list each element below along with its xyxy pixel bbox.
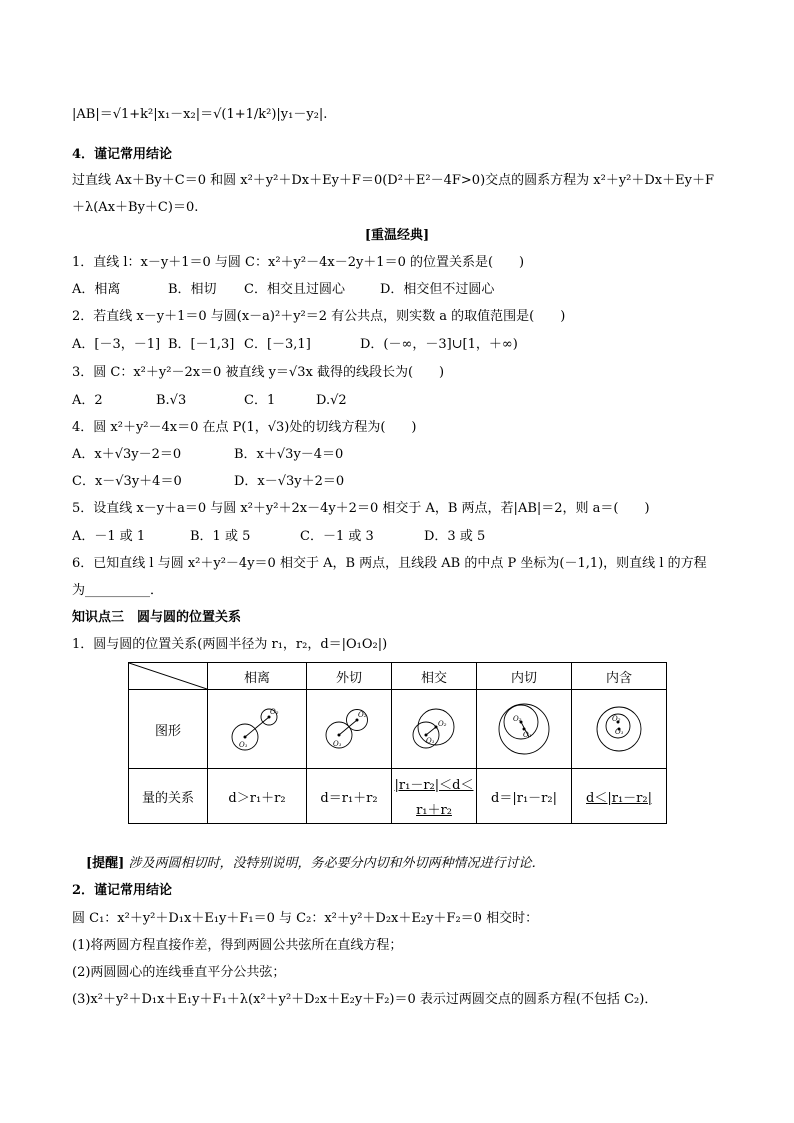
o2-label: O₂	[270, 708, 279, 716]
question-1: 1．直线 l：x－y＋1＝0 与圆 C：x²＋y²－4x－2y＋1＝0 的位置关系是( )	[72, 255, 525, 270]
question-4: 4．圆 x²＋y²－4x＝0 在点 P(1，√3)处的切线方程为( )	[72, 420, 417, 435]
o2-label: O₂	[438, 720, 447, 728]
intersect-condition-line-1: |r₁－r₂|＜d＜	[394, 778, 474, 793]
question-6-line-2: 为__________．	[72, 583, 164, 598]
option: D.√2	[316, 393, 347, 408]
intersecting-circles-diagram	[404, 701, 464, 757]
circle-relationship-table	[128, 662, 667, 824]
external-tangent-circles-diagram	[319, 701, 379, 757]
option: B．[－1,3]	[168, 337, 235, 352]
figure-intersect	[392, 690, 477, 769]
question-6-line-1: 6．已知直线 l 与圆 x²＋y²－4y＝0 相交于 A，B 两点，且线段 AB 的中点 P 坐标为(－1,1)，则直线 l 的方程	[72, 556, 707, 571]
option: D．3 或 5	[424, 529, 486, 544]
figure-external-tangent	[307, 690, 392, 769]
section-2-point-2: (2)两圆圆心的连线垂直平分公共弦；	[72, 965, 286, 980]
tip-text: 涉及两圆相切时，没特别说明，务必要分内切和外切两种情况进行讨论．	[128, 856, 545, 871]
option: C．[－3,1]	[244, 337, 311, 352]
header-contained: 内含	[572, 663, 667, 690]
knowledge-point-3-title: 知识点三 圆与圆的位置关系	[72, 610, 242, 625]
figure-contained	[572, 690, 667, 769]
section-4-line-1: 过直线 Ax＋By＋C＝0 和圆 x²＋y²＋Dx＋Ey＋F＝0(D²＋E²－4F>0)交点的圆系方程为 x²＋y²＋Dx＋Ey＋F	[72, 173, 714, 188]
option: A．相离	[72, 282, 121, 297]
section-2-title: 2．谨记常用结论	[72, 883, 173, 898]
o1-label: O₁	[615, 728, 624, 736]
o1-label: O₁	[523, 731, 532, 739]
o1-label: O₁	[333, 740, 342, 748]
section-4-title: 4．谨记常用结论	[72, 147, 173, 162]
figure-separate	[208, 690, 307, 769]
option: A．2	[72, 393, 103, 408]
internal-tangent-circles-diagram	[494, 701, 554, 757]
option: D．(－∞，－3]∪[1，＋∞)	[360, 337, 518, 352]
quantity-intersect	[392, 769, 477, 824]
question-3: 3．圆 C：x²＋y²－2x＝0 被直线 y＝√3x 截得的线段长为( )	[72, 365, 445, 380]
row-label-figure: 图形	[129, 690, 208, 769]
review-title: [重温经典]	[364, 228, 430, 243]
figure-internal-tangent	[477, 690, 572, 769]
quantity-contained: d＜|r₁－r₂|	[572, 769, 667, 824]
row-label-quantity: 量的关系	[129, 769, 208, 824]
section-2-point-1: (1)将两圆方程直接作差，得到两圆公共弦所在直线方程；	[72, 938, 403, 953]
option: C．相交且过圆心	[244, 282, 345, 297]
question-4-options-cd	[72, 473, 344, 491]
question-2: 2．若直线 x－y＋1＝0 与圆(x－a)²＋y²＝2 有公共点，则实数 a 的取值范围是( )	[72, 309, 566, 324]
option: D．x－√3y＋2＝0	[234, 474, 345, 489]
header-intersect: 相交	[392, 663, 477, 690]
separate-circles-diagram	[227, 701, 287, 757]
o1-label: O₁	[426, 737, 435, 745]
option: A．[－3，－1]	[72, 337, 161, 352]
quantity-internal-tangent: d＝|r₁－r₂|	[477, 769, 572, 824]
option: C．－1 或 3	[300, 529, 374, 544]
o2-label: O₂	[612, 715, 621, 723]
option: B.√3	[156, 393, 187, 408]
o1-label: O₁	[239, 741, 248, 749]
diagonal-line	[129, 663, 207, 689]
option: B．1 或 5	[190, 529, 251, 544]
option: C．1	[244, 393, 276, 408]
question-1-options	[72, 281, 494, 299]
quantity-separate: d＞r₁＋r₂	[208, 769, 307, 824]
option: A．x＋√3y－2＝0	[72, 447, 182, 462]
header-separate: 相离	[208, 663, 307, 690]
section-4-line-2: ＋λ(Ax＋By＋C)＝0.	[72, 200, 199, 215]
o2-label: O₂	[358, 711, 367, 719]
o2-label: O₂	[513, 715, 522, 723]
ab-length-formula: |AB|＝√1+k²|x₁－x₂|＝√(1+1/k²)|y₁－y₂|.	[72, 107, 328, 122]
option: B．x＋√3y－4＝0	[234, 447, 344, 462]
question-5: 5．设直线 x－y＋a＝0 与圆 x²＋y²＋2x－4y＋2＝0 相交于 A，B 两点，若|AB|＝2，则 a＝( )	[72, 501, 650, 516]
question-4-options-ab	[72, 446, 343, 464]
option: C．x－√3y＋4＝0	[72, 474, 182, 489]
option: B．相切	[168, 282, 217, 297]
option: D．相交但不过圆心	[380, 282, 495, 297]
tip	[86, 855, 544, 873]
header-external-tangent: 外切	[307, 663, 392, 690]
question-3-options	[72, 392, 347, 410]
question-2-options	[72, 336, 518, 354]
tip-label: [提醒]	[86, 856, 125, 871]
intersect-condition-line-2: r₁＋r₂	[416, 803, 452, 818]
contained-circles-diagram	[589, 701, 649, 757]
header-internal-tangent: 内切	[477, 663, 572, 690]
question-5-options	[72, 528, 485, 546]
table-corner	[129, 663, 208, 690]
option: A．－1 或 1	[72, 529, 146, 544]
quantity-external-tangent: d＝r₁＋r₂	[307, 769, 392, 824]
section-2-intro: 圆 C₁：x²＋y²＋D₁x＋E₁y＋F₁＝0 与 C₂：x²＋y²＋D₂x＋E₂y＋F₂＝0 相交时：	[72, 911, 539, 926]
knowledge-point-3-item-1: 1．圆与圆的位置关系(两圆半径为 r₁，r₂，d＝|O₁O₂|)	[72, 637, 388, 652]
section-2-point-3: (3)x²＋y²＋D₁x＋E₁y＋F₁＋λ(x²＋y²＋D₂x＋E₂y＋F₂)＝0 表示过两圆交点的圆系方程(不包括 C₂)．	[72, 992, 658, 1007]
